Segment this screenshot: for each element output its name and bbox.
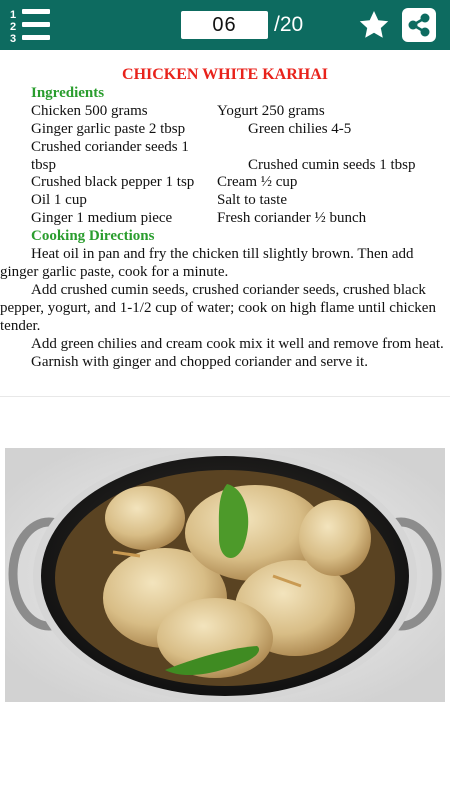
ingredient-item: Chicken 500 grams [31, 102, 148, 119]
ingredient-item: Fresh coriander ½ bunch [217, 210, 367, 227]
ingredient-item: Salt to taste [217, 192, 287, 209]
directions-heading: Cooking Directions [31, 228, 155, 245]
page-number-input[interactable]: 06 [181, 11, 268, 39]
svg-text:1: 1 [10, 9, 17, 21]
svg-text:3: 3 [10, 33, 17, 44]
ingredient-item: Green chilies 4-5 [248, 120, 352, 137]
ingredient-row [0, 121, 450, 139]
page-total-label: /20 [274, 13, 304, 36]
direction-step: Add crushed cumin seeds, crushed coriander seeds, crushed black pepper, yogurt, and 1-1/2 cup of water; cook on high flame until chicken tender. [0, 281, 436, 334]
top-toolbar [0, 0, 450, 50]
ingredient-item: Ginger 1 medium piece [31, 210, 173, 227]
ingredient-row [0, 174, 450, 192]
ingredient-item: Crushed black pepper 1 tsp [31, 174, 195, 191]
direction-step: Garnish with ginger and chopped coriander and serve it. [31, 353, 368, 370]
ingredient-row [0, 192, 450, 210]
share-icon[interactable] [402, 8, 436, 42]
ingredient-item: Cream ½ cup [217, 174, 298, 191]
ingredients-heading: Ingredients [31, 84, 105, 101]
svg-text:2: 2 [10, 21, 17, 33]
direction-step: Heat oil in pan and fry the chicken till slightly brown. Then add ginger garlic paste, cook for a minute. [0, 246, 414, 280]
ingredient-row [0, 103, 450, 121]
ingredient-item: Crushed cumin seeds 1 tbsp [248, 156, 416, 173]
ingredient-item: Yogurt 250 grams [217, 102, 325, 119]
numbered-list-icon[interactable] [8, 6, 52, 44]
direction-step: Add green chilies and cream cook mix it well and remove from heat. [31, 335, 444, 352]
content-divider [0, 396, 450, 397]
ingredient-row [0, 210, 450, 228]
ingredient-item: Oil 1 cup [31, 192, 87, 209]
dish-photo [5, 448, 445, 702]
star-icon[interactable] [357, 8, 391, 42]
ingredient-row [0, 139, 450, 175]
ingredient-item: Ginger garlic paste 2 tbsp [31, 120, 186, 137]
ingredient-item: Crushed coriander seeds 1 tbsp [31, 138, 189, 173]
recipe-content [0, 66, 450, 371]
recipe-title: CHICKEN WHITE KARHAI [122, 66, 328, 83]
